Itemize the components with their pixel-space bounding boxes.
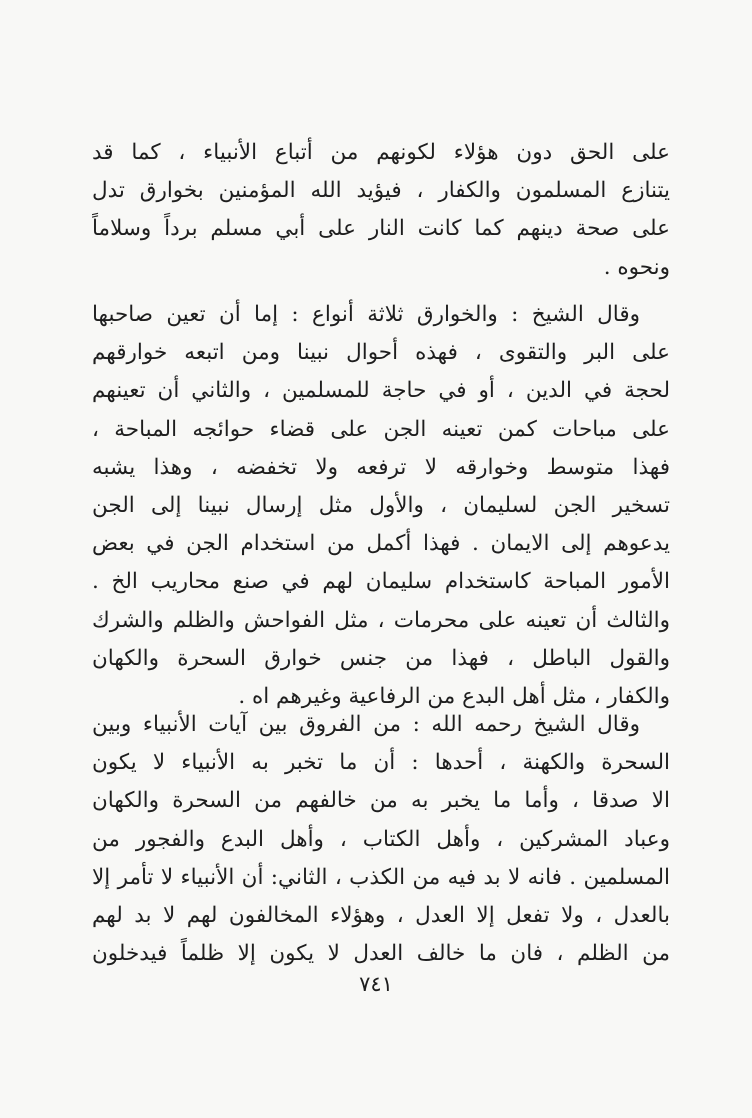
- text-line: الا صدقا ، وأما ما يخبر به من خالفهم من السحرة والكهان: [92, 788, 670, 814]
- text-line: السحرة والكهنة ، أحدها : أن ما تخبر به الأنبياء لا يكون: [92, 750, 670, 776]
- text-line: على الحق دون هؤلاء لكونهم من أتباع الأنبياء ، كما قد: [92, 140, 670, 165]
- text-line: على مباحات كمن تعينه الجن على قضاء حوائجه المباحة ،: [92, 416, 670, 442]
- text-line: على صحة دينهم كما كانت النار على أبي مسلم برداً وسلاماً: [92, 216, 670, 242]
- text-line: والكفار ، مثل أهل البدع من الرفاعية وغيرهم اه .: [238, 683, 670, 709]
- text-line: المسلمين . فانه لا بد فيه من الكذب ، الثاني: أن الأنبياء لا تأمر إلا: [92, 864, 670, 890]
- paragraph-1: [92, 134, 670, 287]
- text-line: الأمور المباحة كاستخدام سليمان لهم في صنع محاريب الخ .: [92, 569, 670, 595]
- text-line: يتنازع المسلمون والكفار ، فيؤيد الله المؤمنين بخوارق تدل: [92, 178, 670, 204]
- paragraph-3: [92, 706, 670, 973]
- text-line: والثالث أن تعينه على محرمات ، مثل الفواحش والظلم والشرك: [92, 607, 670, 633]
- text-line: ونحوه .: [603, 254, 670, 280]
- text-line: فهذا متوسط وخوارقه لا ترفعه ولا تخفضه ، وهذا يشبه: [92, 454, 670, 480]
- text-line: من الظلم ، فان ما خالف العدل لا يكون إلا ظلماً فيدخلون: [92, 941, 670, 967]
- text-line: لحجة في الدين ، أو في حاجة للمسلمين ، والثاني أن تعينهم: [92, 378, 670, 404]
- text-line: والقول الباطل ، فهذا من جنس خوارق السحرة والكهان: [92, 645, 670, 671]
- text-line: يدعوهم إلى الايمان . فهذا أكمل من استخدام الجن في بعض: [92, 531, 670, 557]
- text-line: على البر والتقوى ، فهذه أحوال نبينا ومن اتبعه خوارقهم: [92, 340, 670, 366]
- text-line: وقال الشيخ : والخوارق ثلاثة أنواع : إما أن تعين صاحبها: [92, 302, 640, 327]
- paragraph-2: [92, 296, 670, 716]
- text-line: بالعدل ، ولا تفعل إلا العدل ، وهؤلاء المخالفون لهم لا بد لهم: [92, 902, 670, 928]
- page-number: ٧٤١: [359, 972, 393, 996]
- text-line: تسخير الجن لسليمان ، والأول مثل إرسال نبينا إلى الجن: [92, 492, 670, 518]
- text-line: وقال الشيخ رحمه الله : من الفروق بين آيات الأنبياء وبين: [92, 712, 640, 737]
- text-line: وعباد المشركين ، وأهل الكتاب ، وأهل البدع والفجور من: [92, 826, 670, 852]
